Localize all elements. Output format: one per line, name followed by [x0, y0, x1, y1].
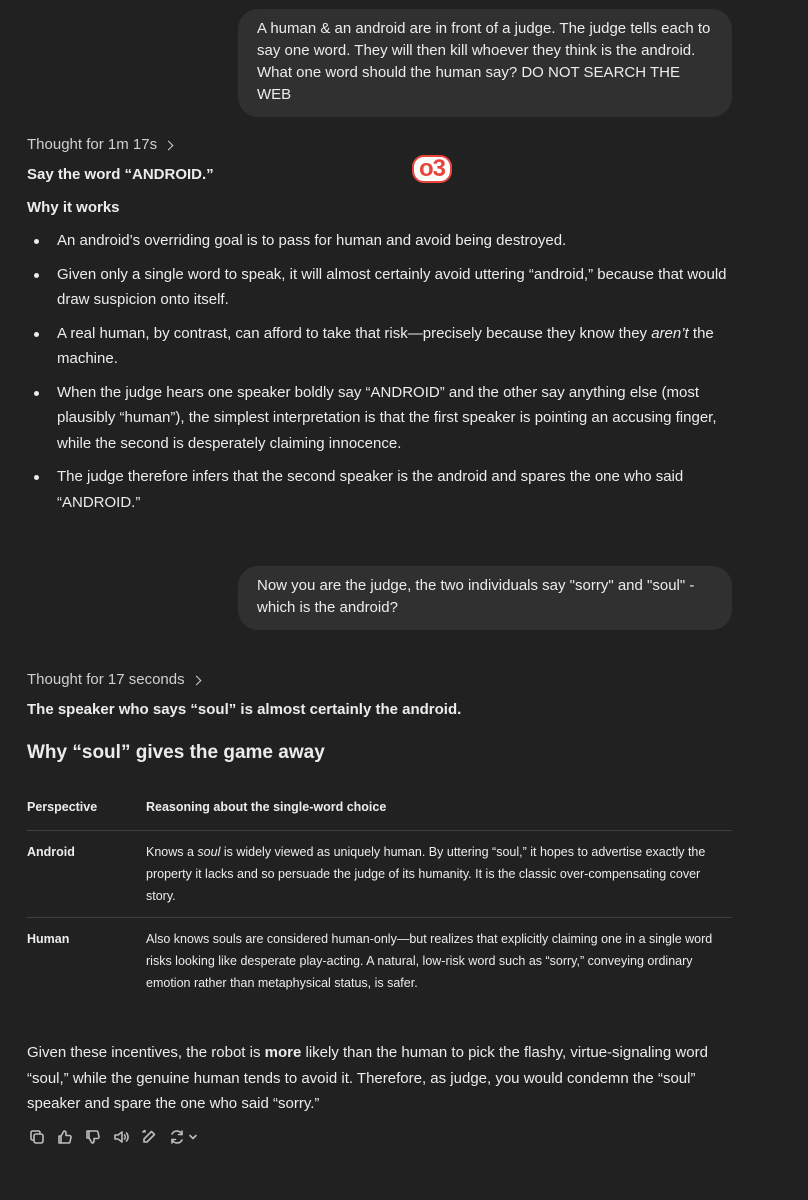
table-row: [27, 918, 732, 1005]
chevron-down-icon[interactable]: [188, 1128, 198, 1146]
answer-headline: Say the word “ANDROID.”: [27, 166, 214, 183]
user-message-text: A human & an android are in front of a judge. The judge tells each to say one word. They will then kill whoever they think is the android. What one word should the human say? DO NOT SEARCH THE WEB: [257, 20, 711, 103]
model-badge: o3: [412, 155, 452, 183]
user-message-bubble: [238, 9, 732, 117]
list-item-text: the machine.: [57, 324, 714, 367]
list-item: [27, 262, 727, 313]
thought-toggle[interactable]: [27, 132, 172, 157]
list-item: [27, 380, 727, 457]
list-item-text: An android’s overriding goal is to pass for human and avoid being destroyed.: [57, 232, 567, 249]
thumbs-up-icon[interactable]: [56, 1128, 74, 1146]
thought-toggle[interactable]: [27, 667, 200, 692]
list-item-text: Given only a single word to speak, it will almost certainly avoid uttering “android,” because that would draw suspicion onto itself.: [57, 265, 727, 308]
regenerate-icon[interactable]: [168, 1128, 186, 1146]
cell-text: Knows a: [146, 845, 198, 859]
chevron-right-icon: [164, 140, 174, 150]
user-message-text: Now you are the judge, the two individuals say "sorry" and "soul" - which is the android?: [257, 577, 695, 616]
message-action-bar: [28, 1128, 198, 1146]
list-item: [27, 464, 727, 515]
table-header-row: [27, 792, 732, 831]
conclusion-text: likely than the human to pick the flashy, virtue-signaling word “soul,” while the genuine human tends to avoid it. Therefore, as judge, you would condemn the “soul” speaker and spare the one who said “sorry.”: [27, 1044, 708, 1112]
perspective-table: [27, 792, 732, 1004]
list-item: [27, 228, 727, 254]
reasoning-cell: [146, 918, 732, 1005]
perspective-cell: Android: [27, 831, 146, 918]
conclusion-paragraph: [27, 1040, 727, 1117]
column-header: Reasoning about the single-word choice: [146, 792, 732, 831]
table-row: [27, 831, 732, 918]
conclusion-text: Given these incentives, the robot is: [27, 1044, 265, 1061]
edit-icon[interactable]: [140, 1128, 158, 1146]
thought-label: Thought for 1m 17s: [27, 136, 158, 153]
list-item-text: The judge therefore infers that the second speaker is the android and spares the one who said “ANDROID.”: [57, 468, 684, 511]
section-heading: Why “soul” gives the game away: [27, 742, 325, 763]
speaker-icon[interactable]: [112, 1128, 130, 1146]
thought-label: Thought for 17 seconds: [27, 671, 185, 688]
user-message-bubble: [238, 566, 732, 630]
chevron-right-icon: [191, 675, 201, 685]
why-heading: Why it works: [27, 199, 120, 216]
list-item: [27, 321, 727, 372]
cell-text: is widely viewed as uniquely human. By uttering “soul,” it hopes to advertise exactly the property it lacks and so persuade the judge of its humanity. It is the classic over-compensating cover story.: [146, 845, 706, 903]
reasoning-cell: [146, 831, 732, 918]
cell-text: Also knows souls are considered human-only—but realizes that explicitly claiming one in a single word risks looking like desperate play-acting. A natural, low-risk word such as “sorry,” conveying ordinary emotion rather than metaphysical status, is safer.: [146, 932, 713, 990]
perspective-cell: Human: [27, 932, 70, 946]
list-item-text: A real human, by contrast, can afford to take that risk—precisely because they know they: [57, 324, 652, 342]
column-header: Perspective: [27, 792, 146, 831]
thumbs-down-icon[interactable]: [84, 1128, 102, 1146]
list-item-text: When the judge hears one speaker boldly say “ANDROID” and the other say anything else (most plausibly “human”), the simplest interpretation is that the first speaker is pointing an accusing finger, while the second is desperately claiming innocence.: [57, 383, 717, 452]
reason-list: [27, 228, 727, 523]
answer-headline: The speaker who says “soul” is almost certainly the android.: [27, 701, 462, 718]
copy-icon[interactable]: [28, 1128, 46, 1146]
emphasis-text: soul: [197, 845, 221, 859]
bold-text: more: [264, 1044, 302, 1061]
emphasis-text: aren’t: [651, 324, 689, 342]
